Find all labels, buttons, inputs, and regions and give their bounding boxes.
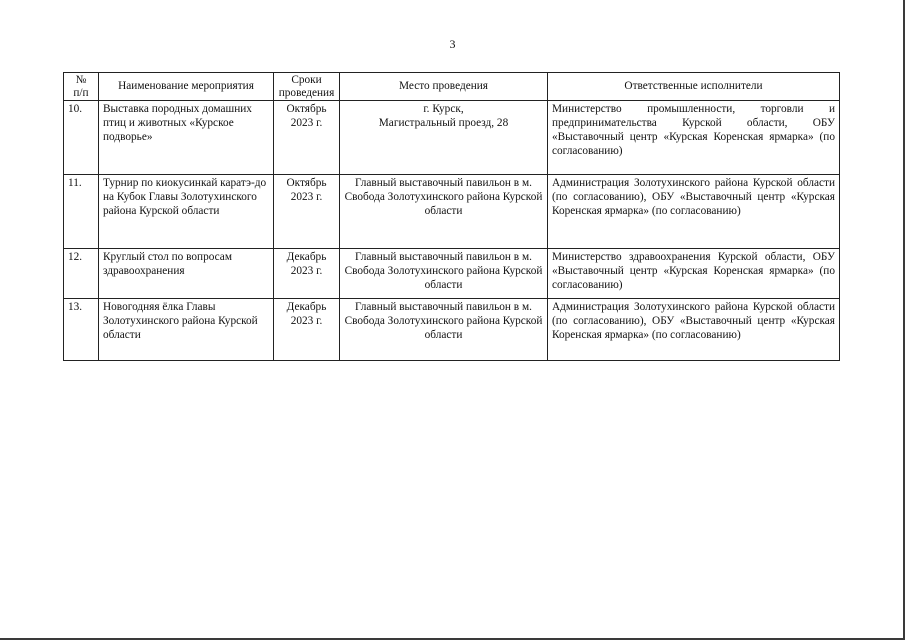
cell-responsible: Министерство промышленности, торговли и предпринимательства Курской области, ОБУ «Выставочный центр «Курская Коренская ярмарка» (по согласованию) xyxy=(548,101,840,175)
cell-name: Выставка породных домашних птиц и животных «Курское подворье» xyxy=(99,101,274,175)
header-name: Наименование мероприятия xyxy=(99,73,274,101)
cell-dates: Декабрь 2023 г. xyxy=(274,299,340,361)
cell-num: 12. xyxy=(64,249,99,299)
header-responsible: Ответственные исполнители xyxy=(548,73,840,101)
table-row xyxy=(64,101,840,175)
cell-name: Турнир по киокусинкай каратэ-до на Кубок Главы Золотухинского района Курской области xyxy=(99,175,274,249)
cell-num: 13. xyxy=(64,299,99,361)
cell-num: 10. xyxy=(64,101,99,175)
header-place: Место проведения xyxy=(340,73,548,101)
cell-place: Главный выставочный павильон в м. Свобода Золотухинского района Курской области xyxy=(340,299,548,361)
table-header-row xyxy=(64,73,840,101)
cell-responsible: Администрация Золотухинского района Курской области (по согласованию), ОБУ «Выставочный центр «Курская Коренская ярмарка» (по согласованию) xyxy=(548,175,840,249)
table-row xyxy=(64,249,840,299)
cell-place: Главный выставочный павильон в м. Свобода Золотухинского района Курской области xyxy=(340,175,548,249)
header-num: № п/п xyxy=(64,73,99,101)
cell-dates: Декабрь 2023 г. xyxy=(274,249,340,299)
cell-dates: Октябрь 2023 г. xyxy=(274,101,340,175)
cell-dates: Октябрь 2023 г. xyxy=(274,175,340,249)
cell-num: 11. xyxy=(64,175,99,249)
cell-responsible: Администрация Золотухинского района Курской области (по согласованию), ОБУ «Выставочный центр «Курская Коренская ярмарка» (по согласованию) xyxy=(548,299,840,361)
header-dates: Сроки проведения xyxy=(274,73,340,101)
cell-place: Главный выставочный павильон в м. Свобода Золотухинского района Курской области xyxy=(340,249,548,299)
events-table xyxy=(63,72,840,361)
cell-name: Круглый стол по вопросам здравоохранения xyxy=(99,249,274,299)
cell-responsible: Министерство здравоохранения Курской области, ОБУ «Выставочный центр «Курская Коренская ярмарка» (по согласованию) xyxy=(548,249,840,299)
table-row xyxy=(64,175,840,249)
table-row xyxy=(64,299,840,361)
page-number: 3 xyxy=(449,37,456,51)
cell-place: г. Курск, Магистральный проезд, 28 xyxy=(340,101,548,175)
cell-name: Новогодняя ёлка Главы Золотухинского района Курской области xyxy=(99,299,274,361)
